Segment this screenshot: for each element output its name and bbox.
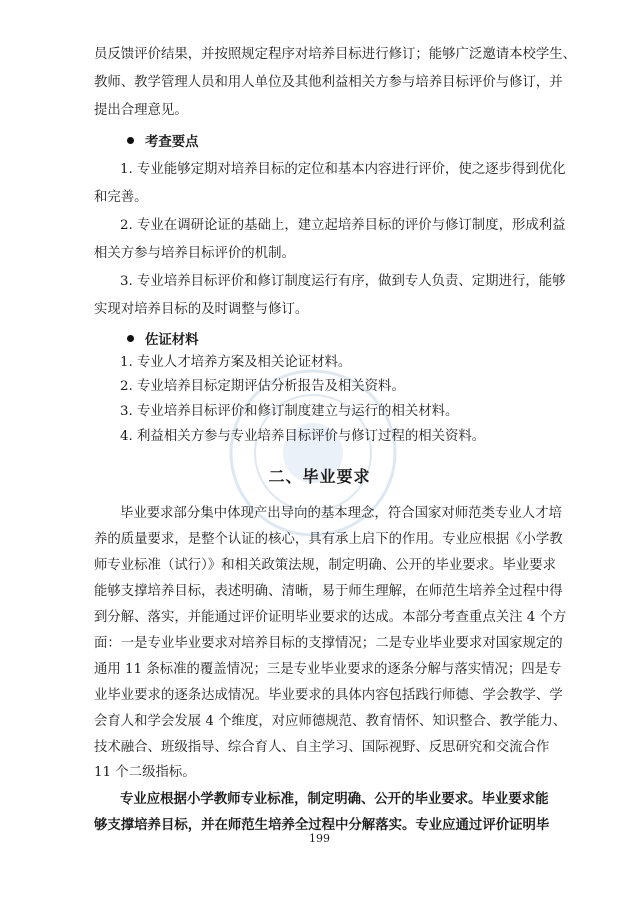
evidence-item-2: 2. 专业培养目标定期评估分析报告及相关资料。 (120, 379, 405, 394)
evidence-item-1: 1. 专业人才培养方案及相关论证材料。 (120, 355, 352, 370)
body-line-10: 技术融合、班级指导、综合育人、自主学习、国际视野、反思研究和交流合作 (94, 740, 550, 755)
evidence-heading: 佐证材料 (127, 330, 199, 350)
evidence-item-4: 4. 利益相关方参与专业培养目标评价与修订过程的相关资料。 (120, 429, 486, 444)
body-line-4: 能够支撑培养目标，表述明确、清晰，易于师生理解，在师范生培养全过程中得 (94, 584, 563, 599)
body-line-11: 11 个二级指标。 (94, 765, 196, 780)
intro-line-3: 提出合理意见。 (94, 103, 188, 118)
body-line-5: 到分解、落实，并能通过评价证明毕业要求的达成。本部分考查重点关注 4 个方 (94, 610, 567, 625)
page-number: 199 (309, 832, 330, 845)
review-point-2-line-1: 2. 专业在调研论证的基础上，建立起培养目标的评价与修订制度，形成利益 (120, 218, 566, 233)
review-point-2-line-2: 相关方参与培养目标评价的机制。 (94, 246, 295, 261)
body-line-9: 会育人和学会发展 4 个维度，对应师德规范、教育情怀、知识整合、教学能力、 (94, 714, 567, 729)
section-title: 二、毕业要求 (268, 467, 371, 486)
review-point-1-line-2: 和完善。 (94, 190, 148, 205)
body-line-3: 师专业标准（试行）》和相关政策法规，制定明确、公开的毕业要求。毕业要求 (94, 558, 556, 573)
body-line-8: 业毕业要求的逐条达成情况。毕业要求的具体内容包括践行师德、学会教学、学 (94, 688, 563, 703)
review-point-3-line-2: 实现对培养目标的及时调整与修订。 (94, 302, 309, 317)
intro-line-1: 员反馈评价结果，并按照规定程序对培养目标进行修订；能够广泛邀请本校学生、 (94, 47, 577, 62)
review-points-heading: 考查要点 (127, 132, 199, 152)
review-point-3-line-1: 3. 专业培养目标评价和修订制度运行有序，做到专人负责、定期进行，能够 (120, 274, 566, 289)
bold-line-1: 专业应根据小学教师专业标准，制定明确、公开的毕业要求。毕业要求能 (120, 791, 549, 807)
body-line-2: 养的质量要求，是整个认证的核心，具有承上启下的作用。专业应根据《小学教 (94, 532, 563, 547)
body-line-7: 通用 11 条标准的覆盖情况；三是专业毕业要求的逐条分解与落实情况；四是专 (94, 662, 562, 677)
bullet-dot-icon (127, 335, 134, 342)
bold-line-2: 够支撑培养目标，并在师范生培养全过程中分解落实。专业应通过评价证明毕 (94, 817, 550, 833)
bullet-dot-icon (127, 137, 134, 144)
evidence-item-3: 3. 专业培养目标评价和修订制度建立与运行的相关材料。 (120, 404, 459, 419)
intro-line-2: 教师、教学管理人员和用人单位及其他利益相关方参与培养目标评价与修订，并 (94, 75, 563, 90)
review-point-1-line-1: 1. 专业能够定期对培养目标的定位和基本内容进行评价，使之逐步得到优化 (120, 162, 566, 177)
body-line-6: 面：一是专业毕业要求对培养目标的支撑情况；二是专业毕业要求对国家规定的 (94, 636, 563, 651)
body-line-1: 毕业要求部分集中体现产出导向的基本理念，符合国家对师范类专业人才培 (120, 506, 562, 521)
